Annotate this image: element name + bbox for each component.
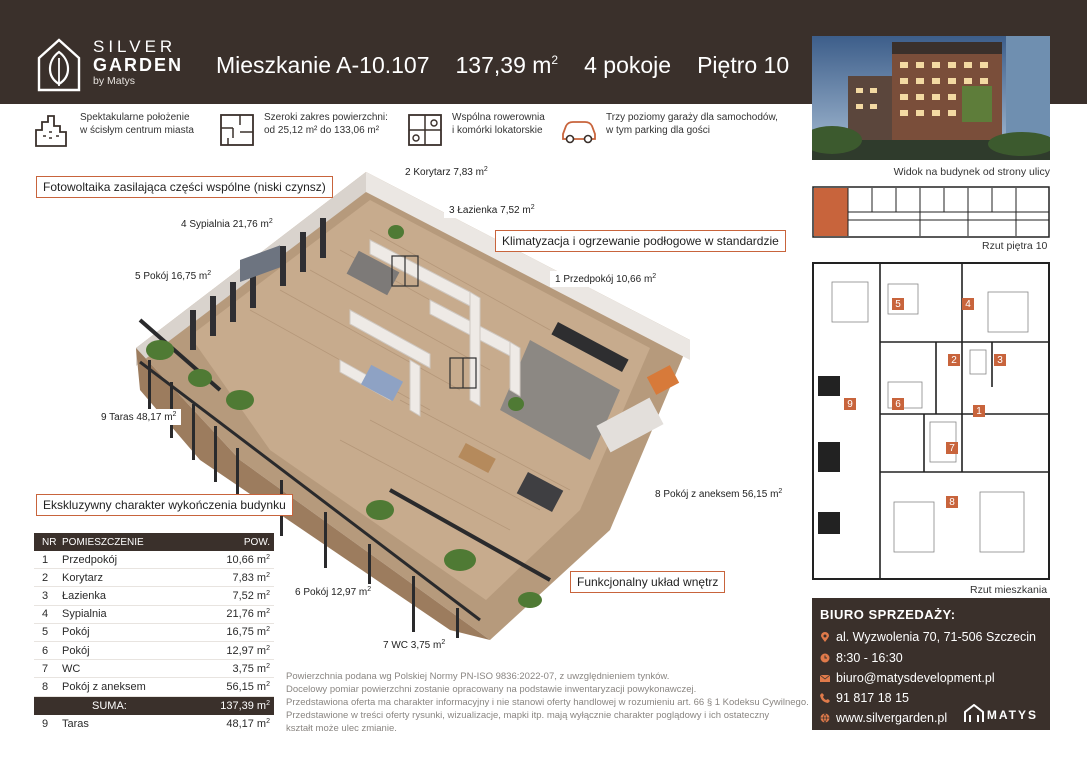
room-label-6: 6 Pokój 12,97 $m^2$: [290, 584, 376, 600]
room-label-4: 4 Sypialnia 21,76 $m^2$: [176, 216, 278, 232]
plan-number-1: 1: [976, 406, 982, 417]
table-row: 7 WC 3,75 $m^2$: [34, 660, 274, 678]
table-row: 4 Sypialnia 21,76 $m^2$: [34, 606, 274, 624]
callout-climate: Klimatyzacja i ogrzewanie podłogowe w standardzie: [495, 230, 786, 252]
brand-line-by: by Matys: [93, 75, 136, 87]
room-label-1: 1 Przedpokój 10,66 $m^2$: [550, 271, 661, 287]
feature-area-line1: Szeroki zakres powierzchni:: [264, 112, 388, 123]
apartment-area: 137,39 $m^2$: [455, 52, 559, 78]
feature-item-garage: [560, 112, 778, 148]
globe-icon: [820, 713, 830, 723]
matys-logo-text: MATYS: [986, 708, 1038, 722]
plan-number-4: 4: [965, 299, 971, 310]
table-row: 1 Przedpokój 10,66 $m^2$: [34, 551, 274, 569]
legal-disclaimer: Powierzchnia podana wg Polskiej Normy PN-ISO 9836:2022-07, z uwzględnieniem tynków. Docelowy pomiar powierzchni zostanie opracowany na podstawie inwentaryzacji powykonawczej. Przedstawiona oferta ma charakter informacyjny i nie stanowi oferty handlowej w rozumieniu art. 66 § 1 Kodeksu Cywilnego. Przedstawione w treści oferty rysunki, wizualizacje, mapki itp. mają wyłącznie charakter poglądowy i ich ostateczny kształt może ulec zmianie.: [286, 671, 809, 734]
plan-number-6: 6: [895, 399, 901, 410]
floor-plan-caption: Rzut piętra 10: [982, 240, 1048, 252]
plan-number-8: 8: [949, 497, 955, 508]
feature-garage-line2: w tym parking dla gości: [606, 124, 710, 136]
plan-number-7: 7: [949, 443, 955, 454]
room-label-7: 7 WC 3,75 $m^2$: [378, 637, 450, 653]
brand-line-silver: SILVER: [93, 37, 177, 56]
header-area: POW.: [243, 536, 270, 548]
room-label-8: 8 Pokój z aneksem 56,15 $m^2$: [650, 486, 787, 502]
plan-number-3: 3: [997, 355, 1003, 366]
table-row: 6 Pokój 12,97 $m^2$: [34, 642, 274, 660]
table-row: 8 Pokój z aneksem 56,15 $m^2$: [34, 678, 274, 696]
room-label-3: 3 Łazienka 7,52 $m^2$: [444, 202, 540, 218]
bike-storage-icon: [406, 112, 444, 148]
room-area-table: [34, 533, 274, 733]
table-row-terrace: 9 Taras 48,17 $m^2$: [42, 717, 270, 730]
apartment-floor: Piętro 10: [697, 52, 790, 78]
apartment-plan-caption: Rzut mieszkania: [970, 584, 1048, 596]
phone-icon: [820, 693, 830, 703]
plan-number-2: 2: [951, 355, 957, 366]
room-label-5: 5 Pokój 16,75 $m^2$: [130, 268, 216, 284]
sales-office-panel: [812, 598, 1050, 730]
street-view-caption: Widok na budynek od strony ulicy: [893, 166, 1050, 178]
matys-logo-mark-icon: [963, 704, 985, 722]
room-label-2: 2 Korytarz 7,83 $m^2$: [400, 164, 493, 180]
feature-item-area-range: [218, 112, 388, 148]
floor-10-plan-thumbnail: [812, 186, 1050, 238]
feature-storage-line2: i komórki lokatorskie: [452, 124, 543, 136]
feature-area-line2: od 25,12 m² do 133,06 m²: [264, 124, 380, 136]
callout-exclusive: Ekskluzywny charakter wykończenia budynku: [36, 494, 293, 516]
building-street-view-image: [812, 36, 1050, 160]
apartment-title-row: [216, 52, 789, 79]
sales-office-title: BIURO SPRZEDAŻY:: [820, 607, 956, 622]
office-address: al. Wyzwolenia 70, 71-506 Szczecin: [820, 630, 1036, 644]
leaf-house-logo-icon: [36, 36, 82, 92]
feature-garage-line1: Trzy poziomy garaży dla samochodów,: [606, 112, 778, 123]
plan-number-5: 5: [895, 299, 901, 310]
apartment-number: Mieszkanie A-10.107: [216, 52, 430, 78]
table-row: 2 Korytarz 7,83 $m^2$: [34, 569, 274, 587]
table-row: 3 Łazienka 7,52 $m^2$: [34, 587, 274, 605]
office-website[interactable]: www.silvergarden.pl: [820, 711, 947, 725]
table-header: [34, 533, 274, 551]
clock-icon: [820, 653, 830, 663]
feature-storage-line1: Wspólna rowerownia: [452, 112, 545, 123]
table-row: 5 Pokój 16,75 $m^2$: [34, 624, 274, 642]
table-sum-row: SUMA: 137,39 $m^2$: [34, 697, 274, 715]
city-skyline-icon: [34, 112, 72, 148]
header-nr: NR: [42, 536, 57, 548]
callout-functional: Funkcjonalny układ wnętrz: [570, 571, 725, 593]
feature-location-line2: w ścisłym centrum miasta: [80, 124, 194, 136]
car-icon: [560, 112, 598, 148]
office-hours: 8:30 - 16:30: [820, 651, 903, 665]
header-room: POMIESZCZENIE: [62, 536, 144, 548]
brand-logo: [93, 38, 183, 87]
apartment-floor-plan: [812, 262, 1050, 580]
matys-logo: [963, 704, 1038, 722]
feature-item-storage: [406, 112, 545, 148]
feature-location-line1: Spektakularne położenie: [80, 112, 190, 123]
callout-photovoltaic: Fotowoltaika zasilająca części wspólne (niski czynsz): [36, 176, 333, 198]
room-label-9: 9 Taras 48,17 $m^2$: [96, 409, 181, 425]
apartment-rooms: 4 pokoje: [584, 52, 672, 78]
map-pin-icon: [820, 632, 830, 642]
mail-icon: [820, 673, 830, 683]
feature-item-location: [34, 112, 194, 148]
office-phone[interactable]: 91 817 18 15: [820, 691, 909, 705]
brand-line-garden: GARDEN: [93, 55, 184, 75]
plan-number-9: 9: [847, 399, 853, 410]
office-email[interactable]: biuro@matysdevelopment.pl: [820, 671, 995, 685]
floor-plan-icon: [218, 112, 256, 148]
